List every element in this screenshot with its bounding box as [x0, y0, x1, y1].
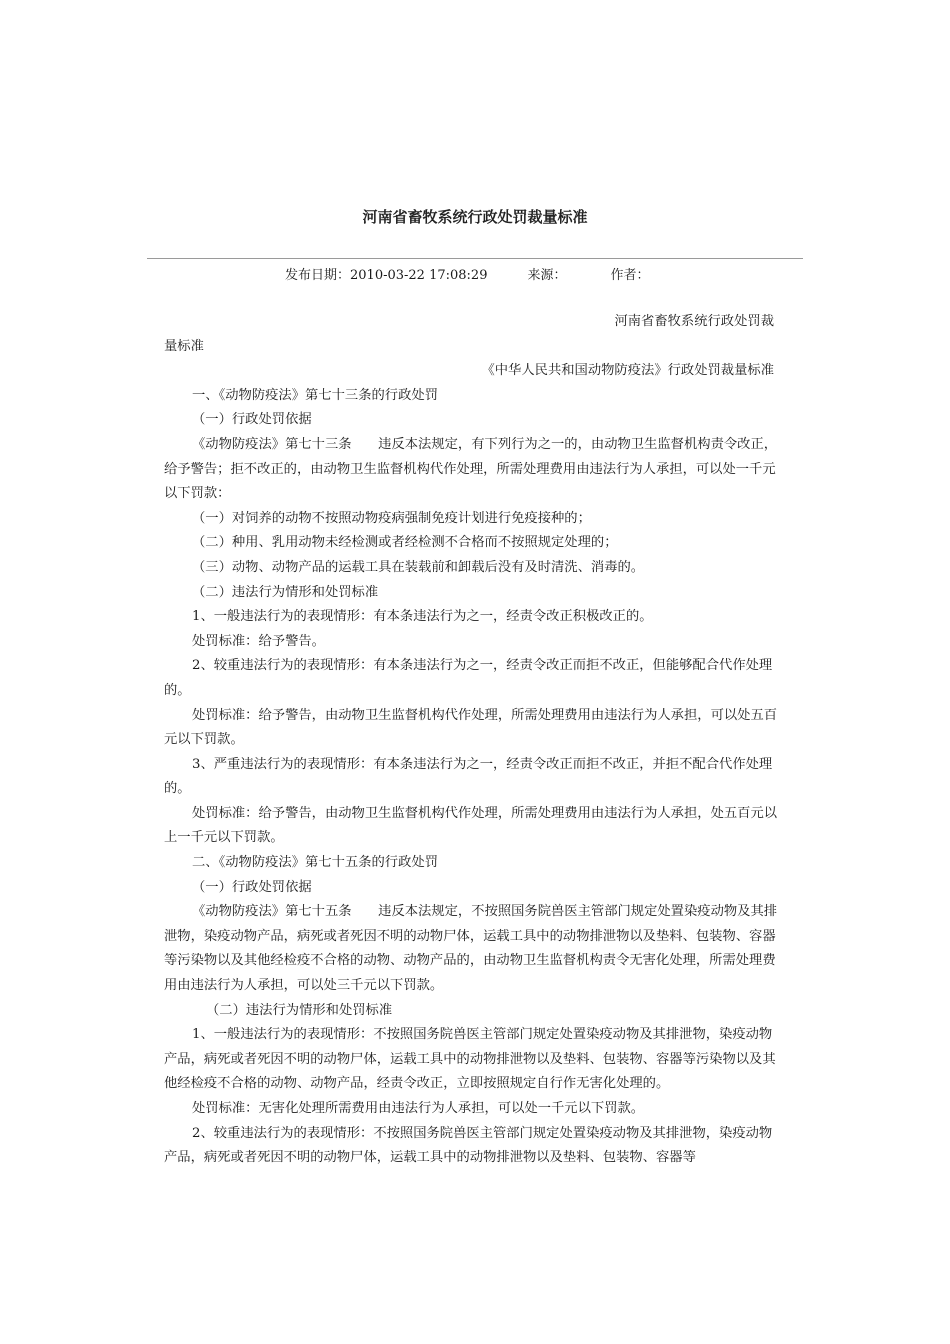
paragraph: 1、一般违法行为的表现情形：有本条违法行为之一，经责令改正积极改正的。: [192, 609, 653, 625]
paragraph: 处罚标准：给予警告，由动物卫生监督机构代作处理，所需处理费用由违法行为人承担，可以处五百元以下罚款。: [164, 707, 778, 748]
section-heading: 二、《动物防疫法》第七十五条的行政处罚: [192, 855, 438, 871]
doc-subheading: 《中华人民共和国动物防疫法》行政处罚裁量标准: [481, 363, 774, 379]
subsection-heading: （一）行政处罚依据: [192, 412, 312, 428]
author-label: 作者：: [610, 268, 650, 283]
list-item: （二）种用、乳用动物未经检测或者经检测不合格而不按照规定处理的；: [192, 535, 618, 551]
publish-date: 发布日期：2010-03-22 17:08:29: [285, 268, 488, 283]
list-item: （三）动物、动物产品的运载工具在装载前和卸载后没有及时清洗、消毒的。: [192, 559, 645, 575]
page-title: 河南省畜牧系统行政处罚裁量标准: [362, 208, 588, 226]
subsection-heading: （一）行政处罚依据: [192, 879, 312, 895]
paragraph: 处罚标准：无害化处理所需费用由违法行为人承担，可以处一千元以下罚款。: [192, 1101, 645, 1116]
document-body: [164, 310, 784, 1171]
doc-heading-part2: 量标准: [164, 338, 204, 354]
subsection-heading: （二）违法行为情形和处罚标准: [206, 1002, 393, 1018]
subsection-heading: （二）违法行为情形和处罚标准: [192, 584, 379, 600]
section-heading: 一、《动物防疫法》第七十三条的行政处罚: [192, 387, 438, 403]
paragraph: 2、较重违法行为的表现情形：有本条违法行为之一，经责令改正而拒不改正，但能够配合代作处理的。: [164, 658, 773, 698]
paragraph: 《动物防疫法》第七十五条 违反本法规定，不按照国务院兽医主管部门规定处置染疫动物及其排泄物，染疫动物产品，病死或者死因不明的动物尸体，运载工具中的动物排泄物以及垫料、包装物、容器等污染物以及其他经检疫不合格的动物、动物产品的，由动物卫生监督机构责令无害化处理，所需处理费用由违法行为人承担，可以处三千元以下罚款。: [164, 904, 778, 994]
paragraph: 3、严重违法行为的表现情形：有本条违法行为之一，经责令改正而拒不改正，并拒不配合代作处理的。: [164, 756, 773, 797]
paragraph: 处罚标准：给予警告。: [192, 633, 325, 649]
list-item: （一）对饲养的动物不按照动物疫病强制免疫计划进行免疫接种的；: [192, 510, 591, 526]
article-meta: [285, 264, 650, 283]
source-label: 来源：: [527, 268, 567, 283]
doc-heading-part1: 河南省畜牧系统行政处罚裁: [614, 314, 774, 329]
paragraph: 《动物防疫法》第七十三条 违反本法规定，有下列行为之一的，由动物卫生监督机构责令改正，给予警告；拒不改正的，由动物卫生监督机构代作处理，所需处理费用由违法行为人承担，可以处一千元以下罚款：: [164, 436, 778, 502]
paragraph: 处罚标准：给予警告，由动物卫生监督机构代作处理，所需处理费用由违法行为人承担，处五百元以上一千元以下罚款。: [164, 805, 778, 846]
paragraph: 1、一般违法行为的表现情形：不按照国务院兽医主管部门规定处置染疫动物及其排泄物，染疫动物产品，病死或者死因不明的动物尸体，运载工具中的动物排泄物以及垫料、包装物、容器等污染物以及其他经检疫不合格的动物、动物产品，经责令改正，立即按照规定自行作无害化处理的。: [164, 1027, 776, 1092]
title-divider: [147, 258, 803, 259]
paragraph: 2、较重违法行为的表现情形：不按照国务院兽医主管部门规定处置染疫动物及其排泄物，染疫动物产品，病死或者死因不明的动物尸体，运载工具中的动物排泄物以及垫料、包装物、容器等: [164, 1125, 773, 1166]
